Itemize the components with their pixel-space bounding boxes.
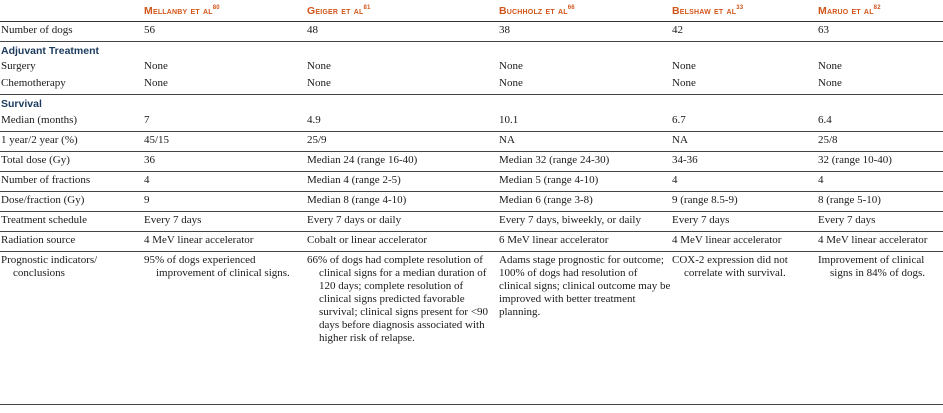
table-row-dose-fraction bbox=[0, 192, 943, 212]
table-row-chemotherapy bbox=[0, 75, 943, 95]
cell: None bbox=[307, 60, 331, 72]
header-maruo: Maruo et $al^{82}$ bbox=[817, 0, 943, 22]
table-row-prognostic bbox=[0, 252, 943, 405]
cell: COX-2 expression did not correlate with survival. bbox=[671, 252, 817, 405]
cell: None bbox=[144, 60, 168, 72]
row-label: Chemotherapy bbox=[0, 75, 143, 95]
cell: 95% of dogs experienced improvement of clinical signs. bbox=[143, 252, 306, 405]
cell: 63 bbox=[817, 22, 943, 42]
cell: 6 MeV linear accelerator bbox=[498, 232, 671, 252]
cell: Median 6 (range 3-8) bbox=[498, 192, 671, 212]
section-label: Survival bbox=[1, 98, 42, 110]
cell: None bbox=[143, 75, 306, 95]
cell: None bbox=[498, 75, 671, 95]
cell: 25/8 bbox=[817, 132, 943, 152]
cell: 6.4 bbox=[817, 112, 943, 132]
cell: 4 MeV linear accelerator bbox=[671, 232, 817, 252]
cell: None bbox=[818, 60, 842, 72]
table-row-total-dose bbox=[0, 152, 943, 172]
row-label: Number of fractions bbox=[0, 172, 143, 192]
cell: Median 8 (range 4-10) bbox=[306, 192, 498, 212]
table-row-fractions bbox=[0, 172, 943, 192]
row-label: Median (months) bbox=[0, 112, 143, 132]
cell: 48 bbox=[306, 22, 498, 42]
cell: 7 bbox=[143, 112, 306, 132]
cell: 4 bbox=[671, 172, 817, 192]
row-label: Treatment schedule bbox=[0, 212, 143, 232]
table-row-radiation-source bbox=[0, 232, 943, 252]
cell: 32 (range 10-40) bbox=[817, 152, 943, 172]
table-row-surgery bbox=[0, 59, 943, 75]
header-empty bbox=[0, 0, 143, 22]
cell: 25/9 bbox=[306, 132, 498, 152]
cell: Improvement of clinical signs in 84% of dogs. bbox=[817, 252, 943, 405]
cell: Every 7 days bbox=[671, 212, 817, 232]
cell: None bbox=[671, 75, 817, 95]
cell: Cobalt or linear accelerator bbox=[306, 232, 498, 252]
section-heading-survival bbox=[0, 95, 943, 113]
cell: None bbox=[499, 60, 523, 72]
cell: Median 5 (range 4-10) bbox=[498, 172, 671, 192]
cell: Every 7 days or daily bbox=[306, 212, 498, 232]
cell: 4 MeV linear accelerator bbox=[817, 232, 943, 252]
cell: 6.7 bbox=[671, 112, 817, 132]
cell: Median 4 (range 2-5) bbox=[306, 172, 498, 192]
table-row-schedule bbox=[0, 212, 943, 232]
row-label: Prognostic indicators/ conclusions bbox=[0, 252, 143, 405]
table-row-median bbox=[0, 112, 943, 132]
cell: None bbox=[672, 60, 696, 72]
cell: Every 7 days, biweekly, or daily bbox=[498, 212, 671, 232]
cell: Every 7 days bbox=[817, 212, 943, 232]
cell: 36 bbox=[143, 152, 306, 172]
cell: Median 32 (range 24-30) bbox=[498, 152, 671, 172]
section-heading-adjuvant bbox=[0, 42, 943, 60]
header-geiger: Geiger et $al^{81}$ bbox=[306, 0, 498, 22]
row-label: Dose/fraction (Gy) bbox=[0, 192, 143, 212]
table-row-dogs bbox=[0, 22, 943, 42]
cell: 8 (range 5-10) bbox=[817, 192, 943, 212]
row-label: Surgery bbox=[1, 60, 36, 72]
cell: 56 bbox=[143, 22, 306, 42]
cell: None bbox=[306, 75, 498, 95]
section-label: Adjuvant Treatment bbox=[1, 45, 100, 57]
cell: 34-36 bbox=[671, 152, 817, 172]
row-label: Total dose (Gy) bbox=[0, 152, 143, 172]
cell: 42 bbox=[671, 22, 817, 42]
cell: 9 (range 8.5-9) bbox=[671, 192, 817, 212]
cell: NA bbox=[671, 132, 817, 152]
header-row bbox=[0, 0, 943, 22]
row-label: Number of dogs bbox=[0, 22, 143, 42]
cell: 66% of dogs had complete resolution of clinical signs for a median duration of 120 days; complete resolution of clinical signs predicted favorable survival; clinical signs present for <90 days before diagnosis associated with higher risk of relapse. bbox=[306, 252, 498, 405]
cell: 4 MeV linear accelerator bbox=[143, 232, 306, 252]
cell: 4 bbox=[143, 172, 306, 192]
cell: 45/15 bbox=[143, 132, 306, 152]
header-buchholz: Buchholz et $al^{66}$ bbox=[498, 0, 671, 22]
header-mellanby: Mellanby et $al^{80}$ bbox=[143, 0, 306, 22]
cell: None bbox=[817, 75, 943, 95]
cell: 38 bbox=[498, 22, 671, 42]
header-belshaw: Belshaw et $al^{33}$ bbox=[671, 0, 817, 22]
cell: 4 bbox=[817, 172, 943, 192]
row-label: 1 year/2 year (%) bbox=[0, 132, 143, 152]
cell: 9 bbox=[143, 192, 306, 212]
row-label: Radiation source bbox=[0, 232, 143, 252]
table-row-year bbox=[0, 132, 943, 152]
cell: 4.9 bbox=[306, 112, 498, 132]
cell: 10.1 bbox=[498, 112, 671, 132]
cell: Median 24 (range 16-40) bbox=[306, 152, 498, 172]
cell: Adams stage prognostic for outcome; 100% of dogs had resolution of clinical signs; clinical outcome may be improved with better treatment planning. bbox=[498, 252, 671, 405]
cell: NA bbox=[498, 132, 671, 152]
cell: Every 7 days bbox=[143, 212, 306, 232]
